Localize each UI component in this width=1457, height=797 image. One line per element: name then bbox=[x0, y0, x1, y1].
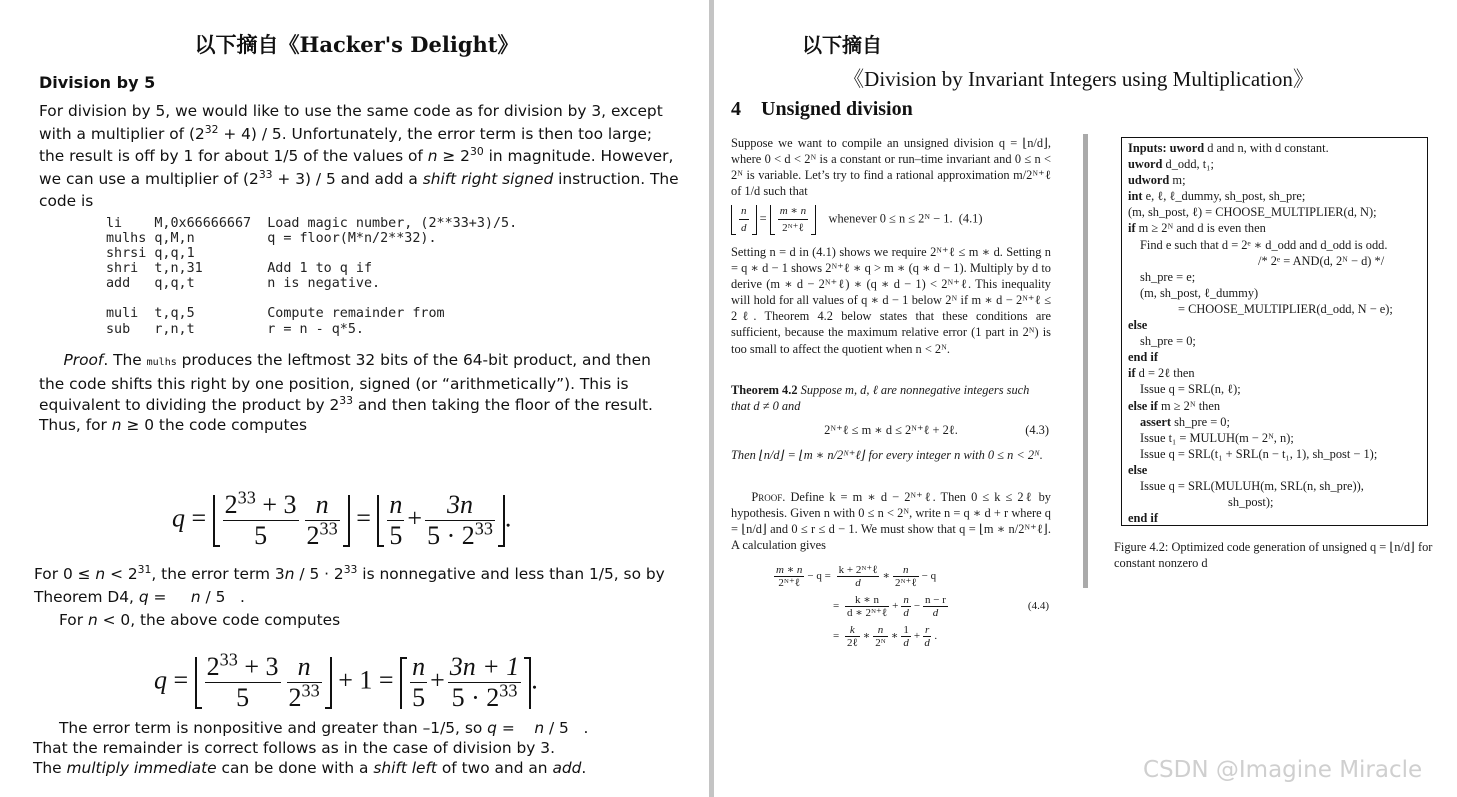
code-line: mulhs q,M,n q = floor(M*n/2**32). bbox=[106, 231, 437, 247]
algo-line: else bbox=[1128, 318, 1148, 333]
equation-4-3: 2ᴺ⁺ℓ ≤ m ∗ d ≤ 2ᴺ⁺ℓ + 2ℓ. (4.3) bbox=[824, 423, 1049, 437]
algo-line: else if m ≥ 2ᴺ then bbox=[1128, 398, 1221, 413]
algo-line: Issue q = SRL(n, ℓ); bbox=[1140, 382, 1241, 397]
algo-line: = CHOOSE_MULTIPLIER(d_odd, N − e); bbox=[1178, 301, 1393, 316]
equation-4-4: $\frac{m ∗ n}{\text{2ᴺ⁺ℓ}}$ − q = $\frac{\text{k + 2ᴺ⁺ℓ}}{d}$ ∗ $\frac{n}{\text{2ᴺ⁺ℓ}}$ − q = $\frac{k ∗ n}{\text{d ∗ 2ᴺ⁺ℓ}}$ + $\frac{n}{d}$ − $\frac{n - r}{d}$ (4.4) = $\frac{k}{\text{2ℓ}}$ ∗ $\frac{n}{\text{2ᴺ}}$ ∗ $\frac{1}{d}$ + $\frac{r}{d}$ . bbox=[776, 564, 1049, 649]
algo-line: assert sh_pre = 0; bbox=[1140, 414, 1230, 429]
paragraph-setting: Setting n = d in (4.1) shows we require 2ᴺ⁺ℓ ≤ m ∗ d. Setting n = q ∗ d − 1 shows 2ᴺ⁺ℓ ∗ q > m ∗ (q ∗ d − 1). Multiply by d to derive (m ∗ d − 2ᴺ⁺ℓ) ∗ (q ∗ d − 1) < 2ᴺ⁺ℓ. This inequality will hold for all values of q ∗ d − 1 below 2ᴺ if m ∗ d − 2ᴺ⁺ℓ ≤ 2ℓ. Theorem 4.2 below states that these conditions are sufficient, because the maximum relative error (1 part in 2ᴺ) is too small to affect the quotient when n < 2ᴺ. bbox=[731, 245, 1051, 356]
algo-line: if m ≥ 2ᴺ and d is even then bbox=[1128, 221, 1266, 236]
algo-line: (m, sh_post, ℓ_dummy) bbox=[1140, 285, 1259, 300]
algo-line: sh_pre = e; bbox=[1140, 269, 1196, 284]
algo-line: Issue t₁ = MULUH(m − 2ᴺ, n); bbox=[1140, 430, 1294, 445]
algo-line: /* 2ᵉ = AND(d, 2ᴺ − d) */ bbox=[1258, 253, 1385, 268]
algo-line: Inputs: uword d and n, with d constant. bbox=[1128, 141, 1329, 155]
theorem-conclusion: Then ⌊n/d⌋ = ⌊m ∗ n/2ᴺ⁺ℓ⌋ for every integer n with 0 ≤ n < 2ᴺ. bbox=[731, 448, 1043, 462]
for-negative-line: For n < 0, the above code computes bbox=[59, 611, 341, 629]
proof-paragraph-right: Proof. Define k = m ∗ d − 2ᴺ⁺ℓ. Then 0 ≤ k ≤ 2ℓ by hypothesis. Given n with 0 ≤ n < 2ᴺ, write n = q ∗ d + r where q = ⌊n/d⌋ and 0 ≤ r ≤ d − 1. We must show that q = ⌊m ∗ n/2ᴺ⁺ℓ⌋. A calculation gives bbox=[731, 490, 1051, 553]
equation-floor-positive: q = $\frac{2^{33} + 3}{5}$ $\frac{n}{2^{33}}$ = $\frac{n}{5}$ + $\frac{3n}{5 \cdot 2^{33}}$ . bbox=[172, 487, 512, 550]
code-line: add q,q,t n is negative. bbox=[106, 276, 381, 292]
algo-line: else bbox=[1128, 462, 1148, 477]
algo-line: end if bbox=[1128, 511, 1158, 526]
section-heading-unsigned-division: 4 Unsigned division bbox=[731, 98, 913, 120]
algorithm-box bbox=[1121, 137, 1428, 526]
error-term-line: The error term is nonpositive and greater than –1/5, so q = n / 5 . bbox=[59, 719, 589, 737]
intro-paragraph: For division by 5, we would like to use the same code as for division by 3, except with a multiplier of $(2^{32} + 4) / 5$. Unfortunately, the error term is then too large; the result is off by 1 for about 1/5 of the values of $n \ge 2^{30}$ in magnitude. However, we can use a multiplier of $(2^{33} + 3) / 5$ and add a shift right signed instruction. The code is bbox=[39, 102, 679, 211]
proof-paragraph: Proof. The mulhs produces the leftmost 32 bits of the 64-bit product, and then the code shifts this right by one position, signed (or “arithmetically”). This is equivalent to dividing the product by $2^{33}$ and then taking the floor of the result. Thus, for n ≥ 0 the code computes bbox=[39, 351, 653, 435]
algo-line: sh_post); bbox=[1228, 495, 1274, 510]
remainder-line: That the remainder is correct follows as in the case of division by 3. bbox=[33, 739, 555, 757]
code-line: sub r,n,t r = n - q*5. bbox=[106, 321, 364, 337]
code-listing bbox=[106, 216, 517, 337]
equation-floor-negative: q = $\frac{2^{33} + 3}{5}$ $\frac{n}{2^{33}}$ + 1 = $\frac{n}{5}$ + $\frac{3n + 1}{5 \cdot 2^{33}}$ . bbox=[154, 649, 538, 712]
algo-line: end if bbox=[1128, 350, 1158, 365]
algo-line: Issue q = SRL(t₁ + SRL(n − t₁, 1), sh_post − 1); bbox=[1140, 446, 1378, 461]
code-line: shrsi q,q,1 bbox=[106, 246, 195, 262]
code-line: shri t,n,31 Add 1 to q if bbox=[106, 261, 373, 277]
theorem-4-2: Theorem 4.2 Suppose m, d, ℓ are nonnegative integers such that d ≠ 0 and bbox=[731, 383, 1030, 414]
right-page-paper-title: 《Division by Invariant Integers using Multiplication》 bbox=[843, 67, 1314, 91]
for-nonnegative-paragraph: For $0 \le n < 2^{31}$, the error term $3n / 5 \cdot 2^{33}$ is nonnegative and less than 1/5, so by Theorem D4, q = n / 5 . bbox=[34, 562, 665, 606]
equation-4-1: $\frac{n}{d}$ = $\frac{m ∗ n}{\text{2ᴺ⁺ℓ}}$ whenever 0 ≤ n ≤ 2ᴺ − 1. (4.1) bbox=[731, 203, 1051, 236]
right-page-title-prefix: 以下摘自 bbox=[802, 33, 882, 57]
algo-line: Issue q = SRL(MULUH(m, SRL(n, sh_pre)), bbox=[1140, 478, 1364, 493]
code-line: li M,0x66666667 Load magic number, (2**33+3)/5. bbox=[106, 216, 518, 231]
paragraph-suppose: Suppose we want to compile an unsigned division q = ⌊n/d⌋, where 0 < d < 2ᴺ is a constant or run–time invariant and 0 ≤ n < 2ᴺ is variable. Let’s try to find a rational approximation m/2ᴺ⁺ℓ of 1/d such that bbox=[731, 136, 1051, 199]
algo-line: Find e such that d = 2ᵉ ∗ d_odd and d_odd is odd. bbox=[1140, 237, 1388, 252]
column-separator bbox=[1083, 134, 1088, 588]
multiply-immediate-line: The multiply immediate can be done with a shift left of two and an add. bbox=[33, 759, 587, 777]
page-divider bbox=[709, 0, 714, 797]
algo-line: uword d_odd, t₁; bbox=[1128, 157, 1214, 172]
code-line: muli t,q,5 Compute remainder from bbox=[106, 306, 445, 322]
algo-line: udword m; bbox=[1128, 173, 1186, 188]
figure-caption: Figure 4.2: Optimized code generation of unsigned q = ⌊n/d⌋ for constant nonzero d bbox=[1114, 540, 1433, 571]
section-heading-division-by-5: Division by 5 bbox=[39, 73, 156, 92]
algo-line: sh_pre = 0; bbox=[1140, 334, 1196, 349]
code-blank-line bbox=[106, 291, 517, 306]
algo-line: (m, sh_post, ℓ) = CHOOSE_MULTIPLIER(d, N); bbox=[1128, 205, 1377, 220]
watermark: CSDN @Imagine Miracle bbox=[1143, 757, 1423, 783]
algo-line: int e, ℓ, ℓ_dummy, sh_post, sh_pre; bbox=[1128, 189, 1306, 204]
algo-line: if d = 2ℓ then bbox=[1128, 366, 1195, 381]
left-page-title: 以下摘自《Hacker's Delight》 bbox=[194, 32, 519, 57]
